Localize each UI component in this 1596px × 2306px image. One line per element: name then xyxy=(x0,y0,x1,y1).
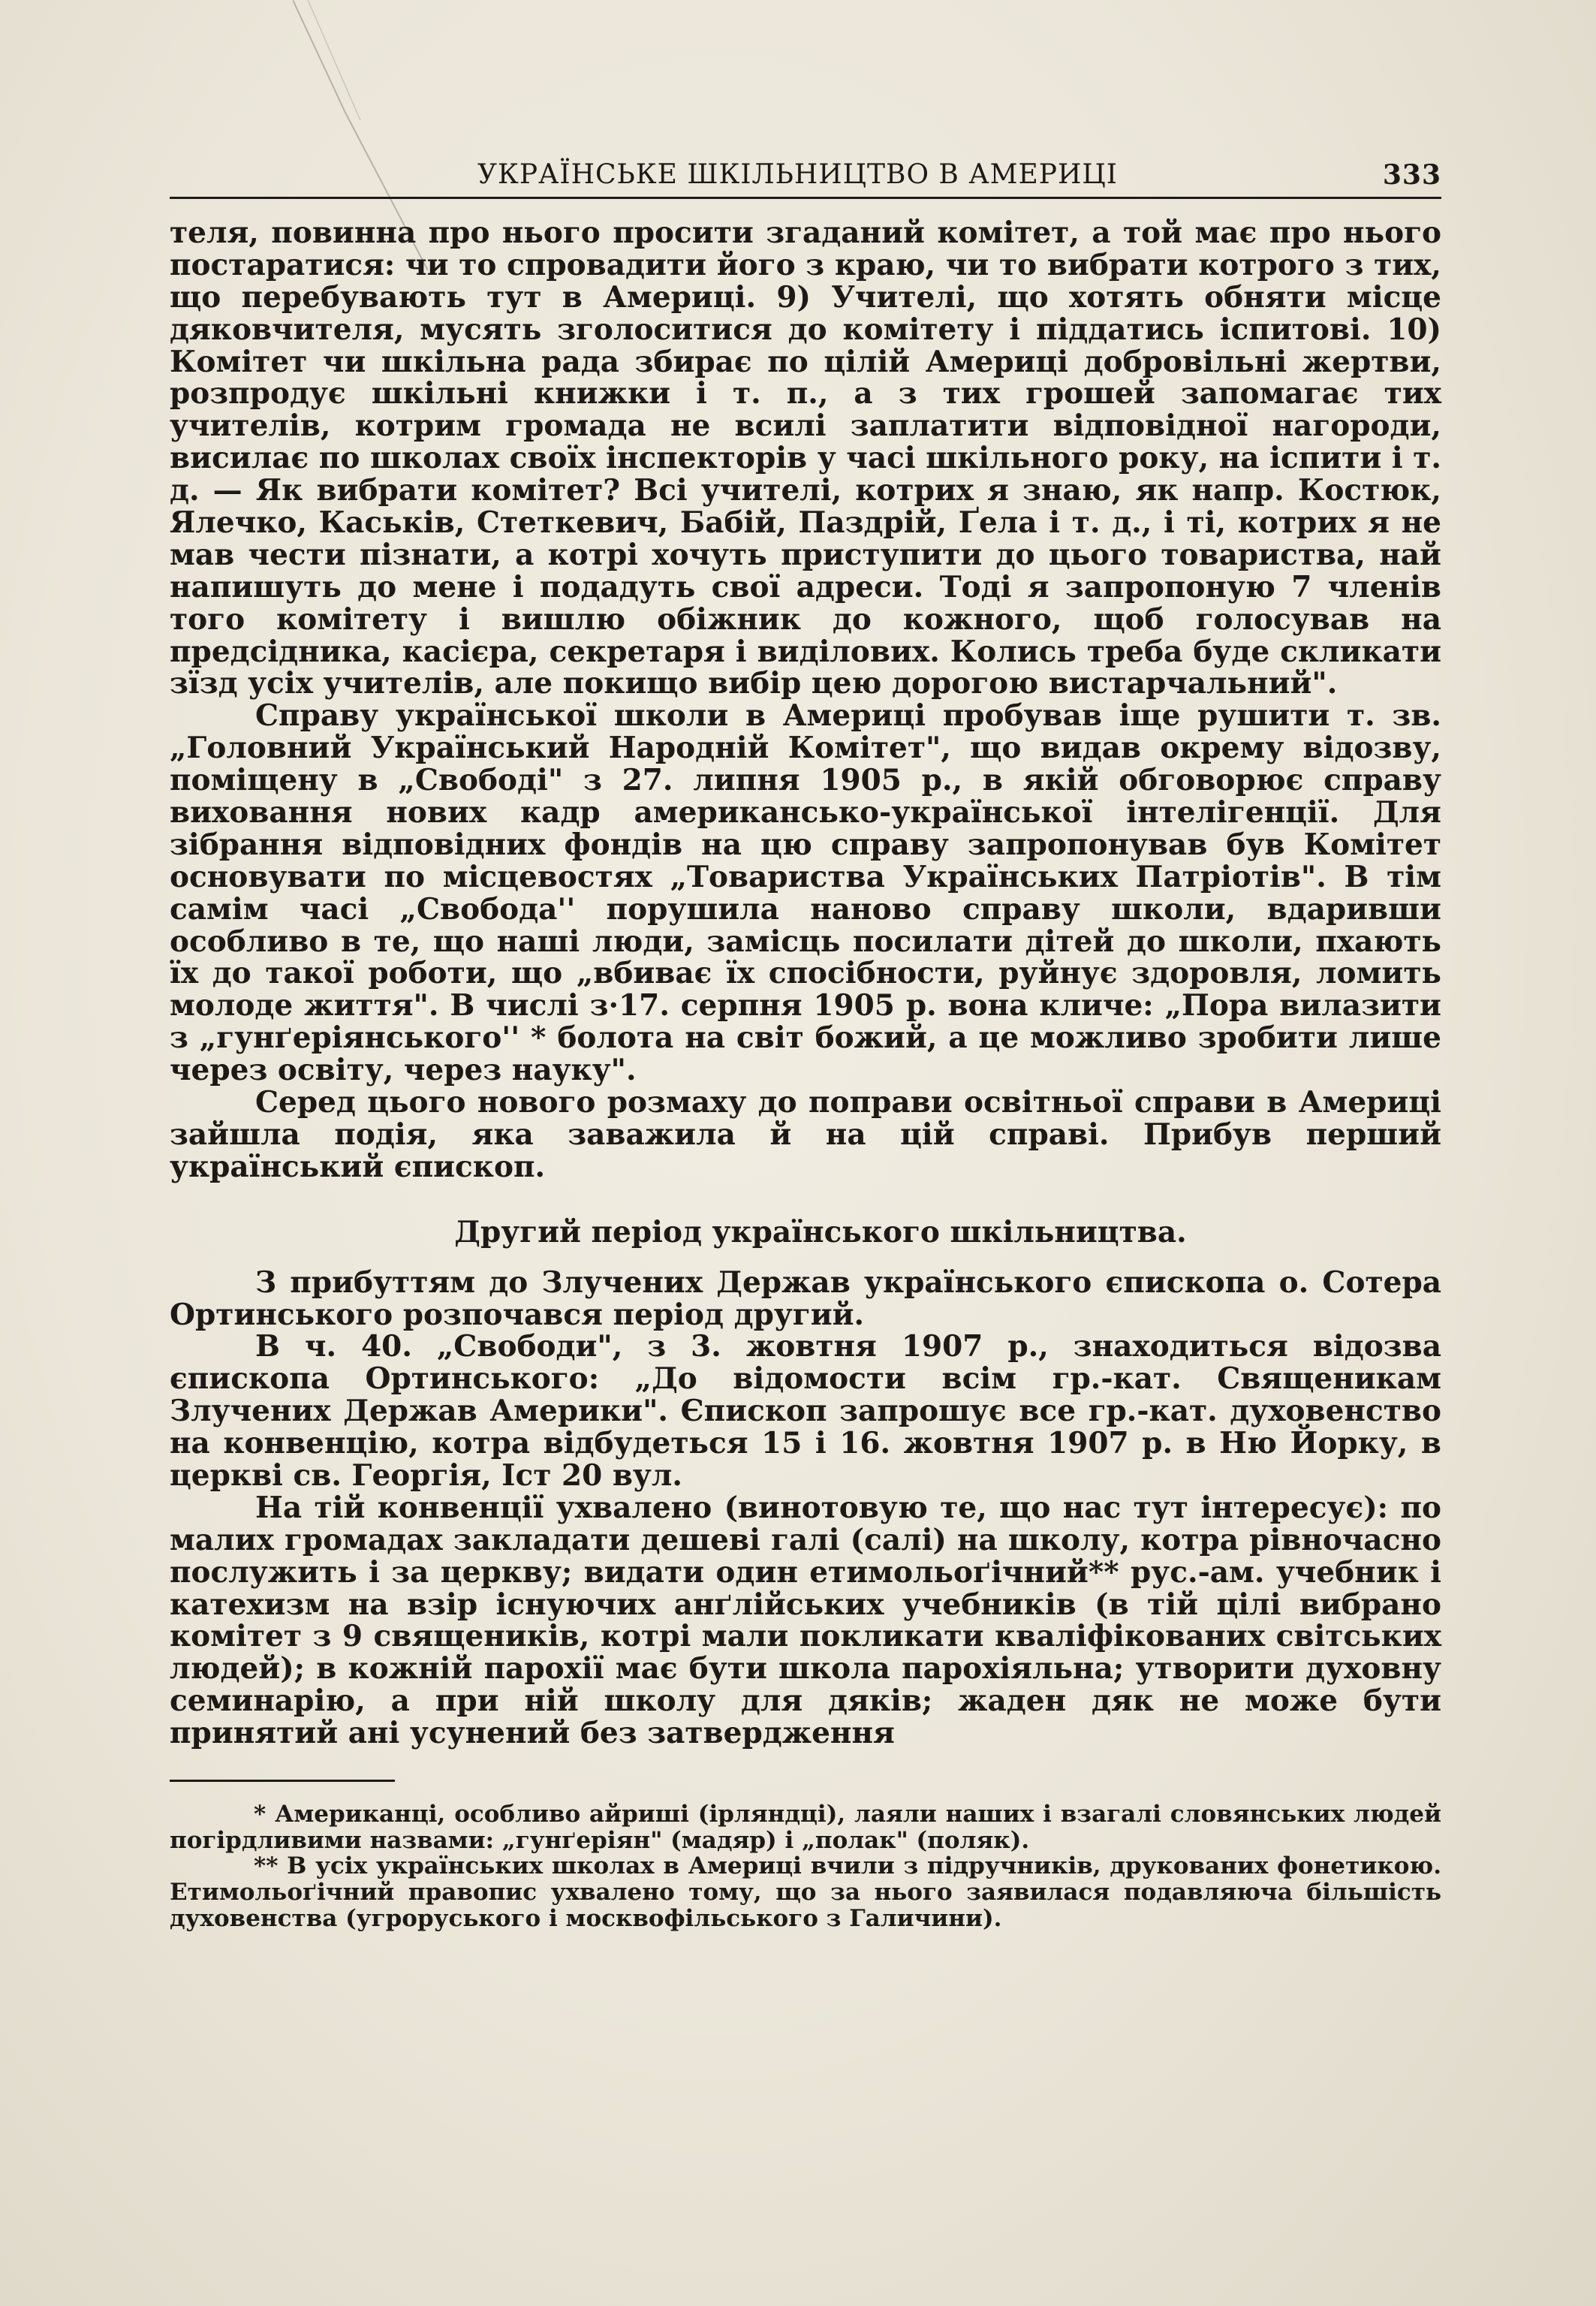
book-page xyxy=(170,150,1441,1932)
paragraph-6: На тій конвенції ухвалено (винотовую те, що нас тут інтересує): по малих громадах закладати дешеві галі (салі) на школу, котра рівночасно послужить і за церкву; видати один етимольоґічний** рус.-ам. учебник і катехизм на взір існуючих анґлійських учебників (в тій цілі вибрано комітет з 9 священиків, котрі мали покликати кваліфікованих світських людей); в кожній парохії має бути школа парохіяльна; утворити духовну семинарію, а при ній школу для дяків; жаден дяк не може бути принятий ані усунений без затвердження xyxy=(170,1490,1441,1751)
paragraph-4: З прибуттям до Злучених Держав українського єпископа о. Сотера Ортинського розпочався період другий. xyxy=(170,1265,1441,1332)
running-head xyxy=(170,150,1441,199)
paragraph-1: теля, повинна про нього просити згаданий комітет, а той має про нього постаратися: чи то спровадити його з краю, чи то вибрати котрого з тих, що перебувають тут в Америці. 9) Учителі, що хотять обняти місце дяковчителя, мусять зголоситися до комітету і піддатись іспитові. 10) Комітет чи шкільна рада збирає по цілій Америці добровільні жертви, розпродує шкільні книжки і т. п., а з тих грошей запомагає тих учителів, котрим громада не всилі заплатити відповідної нагороди, висилає по школах своїх інспекторів у часі шкільного року, на іспити і т. д. — Як вибрати комітет? Всі учителі, котрих я знаю, як напр. Костюк, Ялечко, Каськів, Стеткевич, Бабій, Паздрій, Ґела і т. д., і ті, котрих я не мав чести пізнати, а котрі хочуть приступити до цього товариства, най напишуть до мене і подадуть свої адреси. Тоді я запропоную 7 членів того комітету і вишлю обіжник до кожного, щоб голосував на предсідника, касієра, секретаря і виділових. Колись треба буде скликати зїзд усіх учителів, але покищо вибір цею дорогою вистарчальний". xyxy=(170,216,1441,701)
paragraph-5: В ч. 40. „Свободи", з 3. жовтня 1907 р., знаходиться відозва єпископа Ортинського: „До відомости всім гр.-кат. Священикам Злучених Держав Америки". Єпископ запрошує все гр.-кат. духовенство на конвенцію, котра відбудеться 15 і 16. жовтня 1907 р. в Ню Йорку, в церкві св. Георгія, Іст 20 вул. xyxy=(170,1329,1441,1493)
footnote-1: * Американці, особливо айриші (ірляндці), лаяли наших і взагалі словянських людей погірдливими назвами: „гунґеріян" (мадяр) і „полак" (поляк). xyxy=(170,1800,1441,1854)
footnote-2: ** В усіх українських школах в Америці вчили з підручників, друкованих фонетикою. Етимольоґічний правопис ухвалено тому, що за нього заявилася подавляюча більшість духовенства (угроруського і москвофільського з Галичини). xyxy=(170,1852,1441,1932)
page-number: 333 xyxy=(1382,159,1441,191)
section-heading: Другий період українського шкільництва. xyxy=(454,1214,1187,1249)
main-text xyxy=(170,217,1441,1750)
footnote-divider xyxy=(170,1780,395,1782)
paragraph-3: Серед цього нового розмаху до поправи освітньої справи в Америці зайшла подія, яка заважила й на цій справі. Прибув перший український єпископ. xyxy=(170,1085,1441,1184)
paragraph-2: Справу української школи в Америці пробував іще рушити т. зв. „Головний Український Народній Комітет", що видав окрему відозву, поміщену в „Свободі" з 27. липня 1905 р., в якій обговорює справу виховання нових кадр американсько-української інтелігенції. Для зібрання відповідних фондів на цю справу запропонував був Комітет основувати по місцевостях „Товариства Українських Патріотів". В тім самім часі „Свобода'' порушила наново справу школи, вдаривши особливо в те, що наші люди, замісць посилати дітей до школи, пхають їх до такої роботи, що „вбиває їх спосібности, руйнує здоровля, ломить молоде життя". В числі з·17. серпня 1905 р. вона кличе: „Пора вилазити з „гунґеріянського'' * болота на світ божий, а це можливо зробити лише через освіту, через науку". xyxy=(170,698,1441,1088)
footnotes xyxy=(170,1801,1441,1932)
running-title: УКРАЇНСЬКЕ ШКІЛЬНИЦТВО В АМЕРИЦІ xyxy=(477,159,1118,190)
